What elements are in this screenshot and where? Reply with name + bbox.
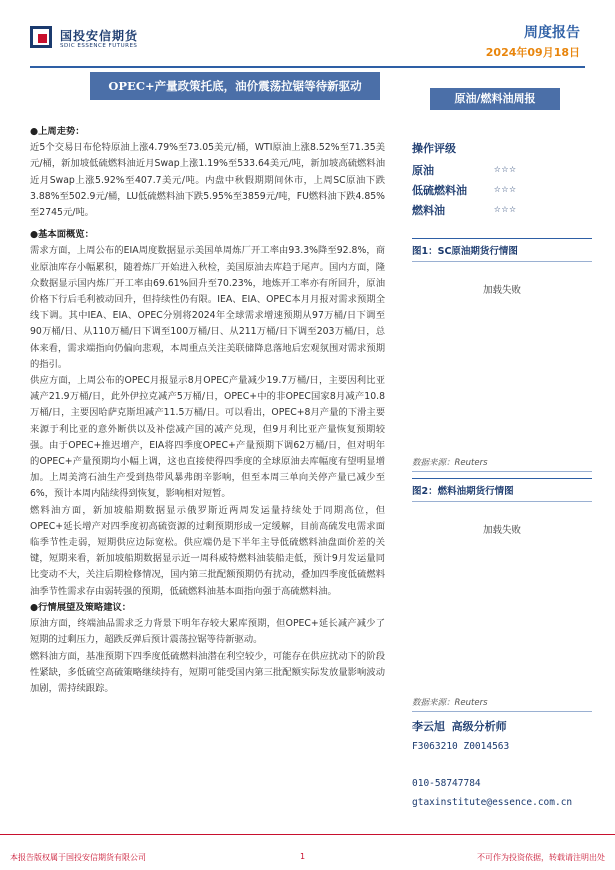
- rating-name: 原油: [412, 164, 434, 177]
- rating-name: 燃料油: [412, 204, 445, 217]
- footer-disclaimer: 不可作为投资依据，转载请注明出处: [477, 853, 605, 862]
- rating-name: 低硫燃料油: [412, 184, 467, 197]
- company-logo-icon: [30, 26, 52, 48]
- figure-1-source: 数据来源：Reuters: [412, 456, 592, 472]
- paragraph-fuel-oil: 燃料油方面，新加坡船期数据显示俄罗斯近两周发运量持续处于同期高位，但OPEC+延长增产对四季度初高硫资源的过剩预期形成一定缓解，目前高硫发电需求面临季节性走弱，短期供应边际宽松。供应端仍是下半年主导低硫燃料油盘面价差的关键，短期来看，新加坡船期数据显示近一周科威特燃料油装船走低，预计9月发运量同比变动不大，关注后期检修情况，国内第三批配额预期仍有扰动，叠加四季度低硫燃料油季节性需求存由弱转强的预期，低硫燃料油基本面指向强于高硫燃料油。: [30, 504, 385, 597]
- paragraph-demand: 需求方面，上周公布的EIA周度数据显示美国单周炼厂开工率由93.3%降至92.8%，商业原油库存小幅累积，随着炼厂开始进入秋检，美国原油去库趋于尾声。国内方面，隆众数据显示国内炼厂开工率由69.61%回升至70.23%，地炼开工率亦有所回升，原油价格下行后毛利被动回升，但持续性仍有限。IEA、EIA、OPEC本月月报对需求预期全线下调。其中IEA、EIA、OPEC分别将2024年全球需求增速预期从97万桶/日下调至90万桶/日、从110万桶/日下调至100万桶/日、从211万桶/日下调至203万桶/日，总体来看，需求端指向仍偏向悲观，本周重点关注美联储降息落地后宏观氛围对需求预期的指引。: [30, 245, 385, 370]
- rating-row: [412, 162, 592, 182]
- footer-copyright: 本报告版权属于国投安信期货有限公司: [10, 853, 146, 862]
- report-tag: 原油/燃料油周报: [430, 88, 560, 110]
- page-number: 1: [300, 852, 306, 861]
- report-date: 2024年09月18日: [485, 46, 580, 59]
- figure-2-title: 图2：燃料油期货行情图: [412, 478, 592, 502]
- paragraph-last-week: 近5个交易日布伦特原油上涨4.79%至73.05美元/桶，WTI原油上涨8.52%至71.35美元/桶，新加坡低硫燃料油近月Swap上涨1.19%至533.64美元/吨，新加坡高硫燃料油近月Swap上涨5.92%至407.7美元/吨。内盘中秋假期期间休市，上周SC原油下跌3.88%至502.9元/桶，LU低硫燃料油下跌5.95%至3859元/吨，FU燃料油下跌4.85%至2745元/吨。: [30, 142, 385, 219]
- report-type: 周度报告: [524, 25, 580, 41]
- logo-text-cn: 国投安信期货: [60, 29, 139, 43]
- logo-text-en: SDIC ESSENCE FUTURES: [60, 43, 138, 49]
- star-rating-icon: ☆☆☆: [494, 182, 517, 195]
- star-rating-icon: ☆☆☆: [494, 202, 517, 215]
- section-title-last-week: ●上周走势：: [30, 126, 85, 137]
- rating-title: 操作评级: [412, 142, 456, 155]
- figure-1-load-failed: 加载失败: [482, 285, 521, 296]
- star-rating-icon: ☆☆☆: [494, 162, 517, 175]
- figure-1-title: 图1：SC原油期货行情图: [412, 238, 592, 262]
- section-title-outlook: ●行情展望及策略建议：: [30, 601, 132, 613]
- report-title: OPEC+产量政策托底，油价震荡拉锯等待新驱动: [90, 72, 380, 100]
- main-text: [30, 124, 385, 697]
- analyst-phone: 010-58747784: [412, 778, 481, 789]
- rating-panel: [412, 140, 592, 222]
- paragraph-outlook-fuel: 燃料油方面，基准预期下四季度低硫燃料油潜在利空较少，可能存在供应扰动下的阶段性紧缺，多低硫空高硫策略继续持有，短期可能受国内第三批配额实际发放量影响波动加剧，需持续跟踪。: [30, 650, 385, 694]
- analyst-email[interactable]: gtaxinstitute@essence.com.cn: [412, 797, 573, 808]
- footer-divider: [0, 834, 615, 835]
- section-title-fundamentals: ●基本面概览：: [30, 229, 94, 241]
- paragraph-outlook-crude: 原油方面，终端油品需求乏力背景下明年存较大累库预期，但OPEC+延长减产减少了短期的过剩压力，超跌反弹后预计震荡拉锯等待新驱动。: [30, 618, 385, 646]
- figure-2-source: 数据来源：Reuters: [412, 696, 592, 712]
- analyst-cert: F3063210 Z0014563: [412, 741, 510, 752]
- rating-row: [412, 182, 592, 202]
- analyst-name: 李云旭 高级分析师: [412, 720, 507, 733]
- header-divider: [30, 66, 585, 68]
- figure-2-load-failed: 加载失败: [482, 525, 521, 536]
- rating-row: [412, 202, 592, 222]
- paragraph-supply: 供应方面，上周公布的OPEC月报显示8月OPEC产量减少19.7万桶/日，主要因利比亚减产21.9万桶/日，此外伊拉克减产5万桶/日，OPEC+中的非OPEC国家8月减产10.8万桶/日，主要因哈萨克斯坦减产11.5万桶/日。可以看出，OPEC+8月产量的下滑主要来源于利比亚的意外断供以及补偿减产国的减产兑现，但9月利比亚产量恢复预期较强。由于OPEC+推迟增产，EIA将四季度OPEC+产量预期下调62万桶/日，但对明年的OPEC+产量预期均小幅上调，这也直接使得四季度的全球原油去库幅度有望明显增加。上周美湾石油生产受到热带风暴弗朗辛影响，但至本周三单向关停产量已减少至6%，预计本周内陆续得到恢复，影响相对短暂。: [30, 375, 385, 500]
